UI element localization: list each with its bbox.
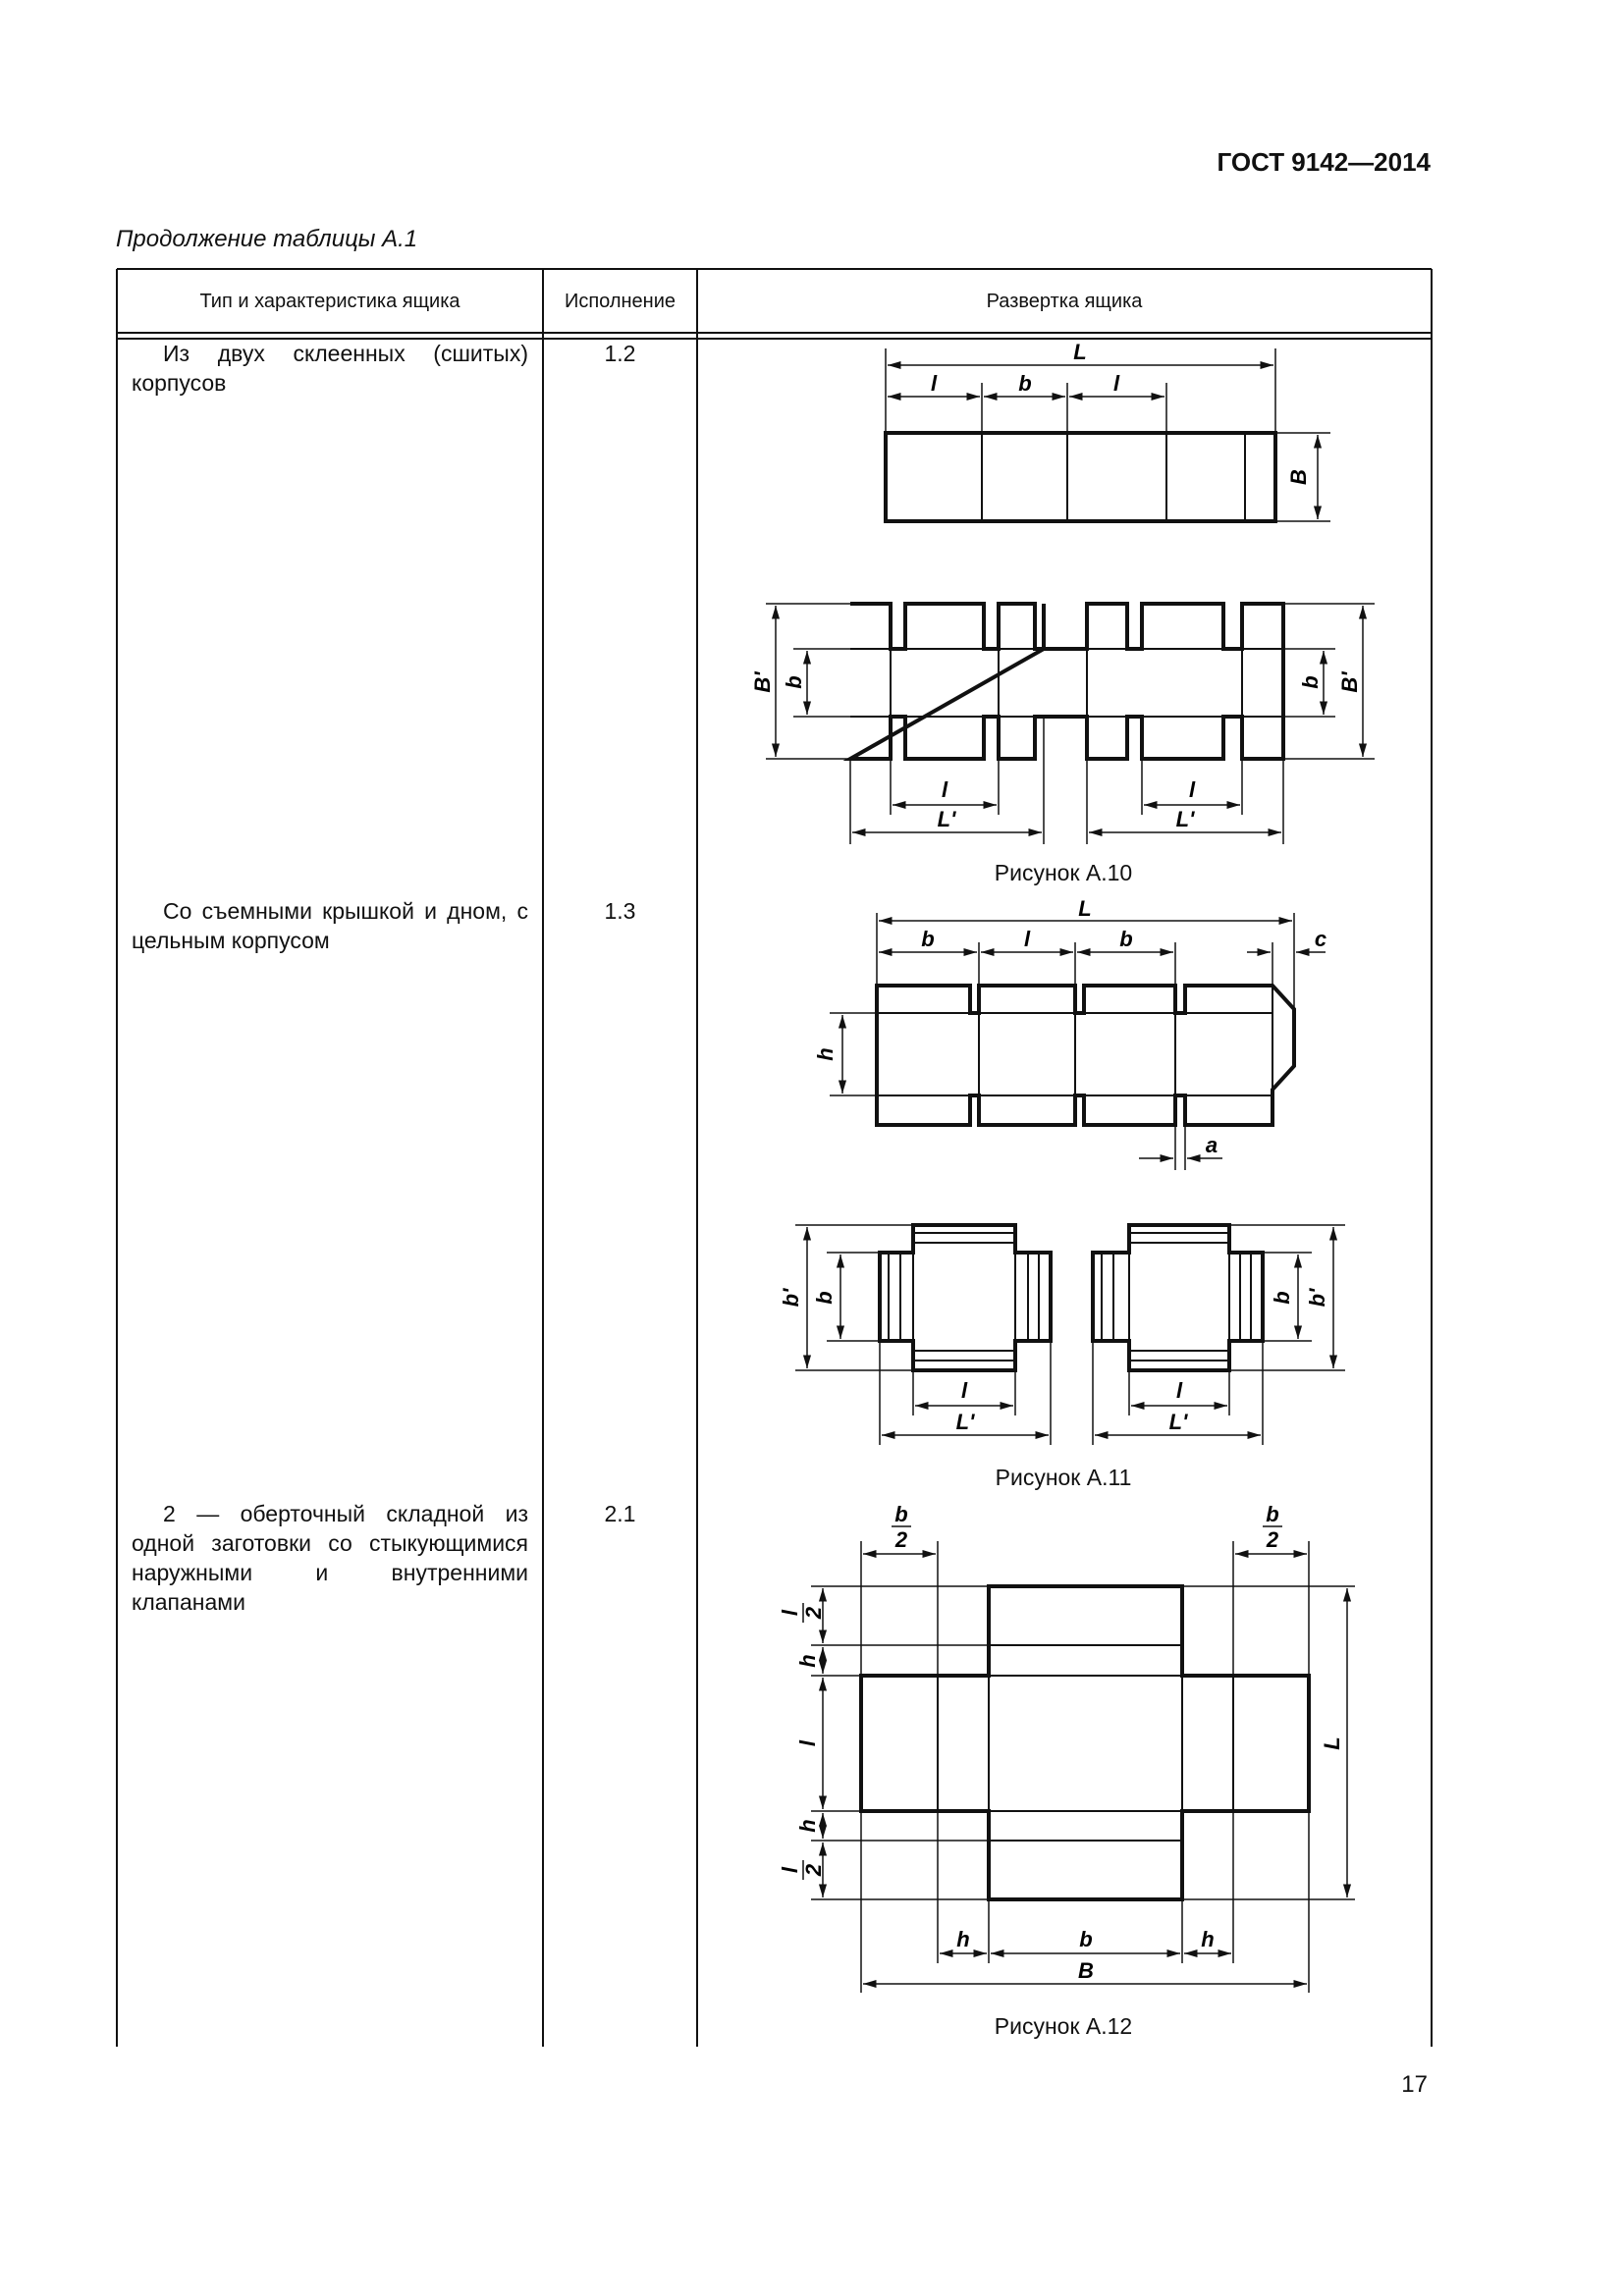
row3-type: 2 — оберточный складной из одной заготовки со стыкующимися наружными и внутренними клапанами (132, 1501, 528, 1615)
dim-h: h (795, 1654, 820, 1668)
standard-header: ГОСТ 9142—2014 (1217, 147, 1431, 177)
table-grid (117, 269, 1432, 2047)
figure-caption-a11: Рисунок А.11 (995, 1465, 1132, 1490)
dim-b: b (1298, 675, 1323, 689)
fig-a11-bottom-blanks (795, 1225, 1345, 1445)
dim-l: l (941, 777, 948, 802)
dim-l: l (960, 1378, 968, 1403)
dim-b-prime: b' (1305, 1288, 1329, 1308)
row2-type: Со съемными крышкой и дном, с цельным корпусом (132, 898, 528, 953)
dim-b: b (1018, 371, 1032, 396)
dim-l-half-num: l (778, 1866, 802, 1874)
col-header-type: Тип и характеристика ящика (199, 291, 460, 312)
dim-l: l (1188, 777, 1196, 802)
dim-L: L (1320, 1736, 1344, 1750)
dim-l-half-den: 2 (801, 1863, 826, 1877)
page-number: 17 (1401, 2071, 1428, 2098)
dim-c: c (1314, 927, 1327, 951)
dim-L-prime: L' (937, 807, 956, 831)
dim-h: h (1201, 1927, 1215, 1951)
dim-b-half-num: b (894, 1502, 908, 1526)
dim-L: L (1073, 340, 1087, 364)
dim-B-prime: B' (1337, 671, 1362, 693)
dim-L-prime: L' (955, 1410, 975, 1434)
dim-l: l (930, 371, 938, 396)
dim-l: l (1023, 927, 1031, 951)
row1-variant: 1.2 (604, 341, 636, 366)
row2-variant: 1.3 (604, 898, 636, 924)
dim-L-prime: L' (1175, 807, 1195, 831)
dim-b-prime: b' (779, 1288, 803, 1308)
dim-h: h (813, 1047, 838, 1061)
dim-b: b (1079, 1927, 1093, 1951)
figure-caption-a10: Рисунок А.10 (994, 860, 1133, 885)
dim-b: b (921, 927, 935, 951)
dim-l-half-den: 2 (801, 1606, 826, 1620)
dim-h: h (795, 1819, 820, 1833)
fig-a12-blank (803, 1526, 1355, 1993)
dim-B-prime: B' (750, 671, 775, 693)
dim-B: B (1078, 1958, 1094, 1983)
row3-variant: 2.1 (604, 1501, 636, 1526)
row1-type: Из двух склеенных (сшитых) корпусов (132, 341, 528, 396)
dim-b: b (782, 675, 806, 689)
col-header-variant: Исполнение (564, 291, 677, 312)
dim-L-prime: L' (1168, 1410, 1188, 1434)
dim-l: l (1175, 1378, 1183, 1403)
dim-b-half-num: b (1266, 1502, 1279, 1526)
dim-a: a (1205, 1133, 1218, 1157)
dim-b: b (1270, 1291, 1294, 1305)
dim-b: b (1119, 927, 1133, 951)
dim-l: l (795, 1739, 820, 1747)
fig-a11-top-blank (830, 913, 1326, 1170)
dim-h: h (956, 1927, 970, 1951)
dim-l: l (1112, 371, 1120, 396)
fig-a10-bottom-panels (766, 604, 1375, 844)
table-continuation-caption: Продолжение таблицы А.1 (116, 226, 418, 252)
dim-b-half-den: 2 (1266, 1527, 1279, 1552)
col-header-layout: Развертка ящика (986, 291, 1143, 312)
fig-a10-top-blank (886, 348, 1330, 521)
dim-B: B (1286, 469, 1311, 485)
dim-b-half-den: 2 (894, 1527, 908, 1552)
dim-l-half-num: l (778, 1609, 802, 1617)
figure-caption-a12: Рисунок А.12 (994, 2013, 1133, 2039)
dim-L: L (1078, 896, 1092, 921)
dim-b: b (812, 1291, 837, 1305)
